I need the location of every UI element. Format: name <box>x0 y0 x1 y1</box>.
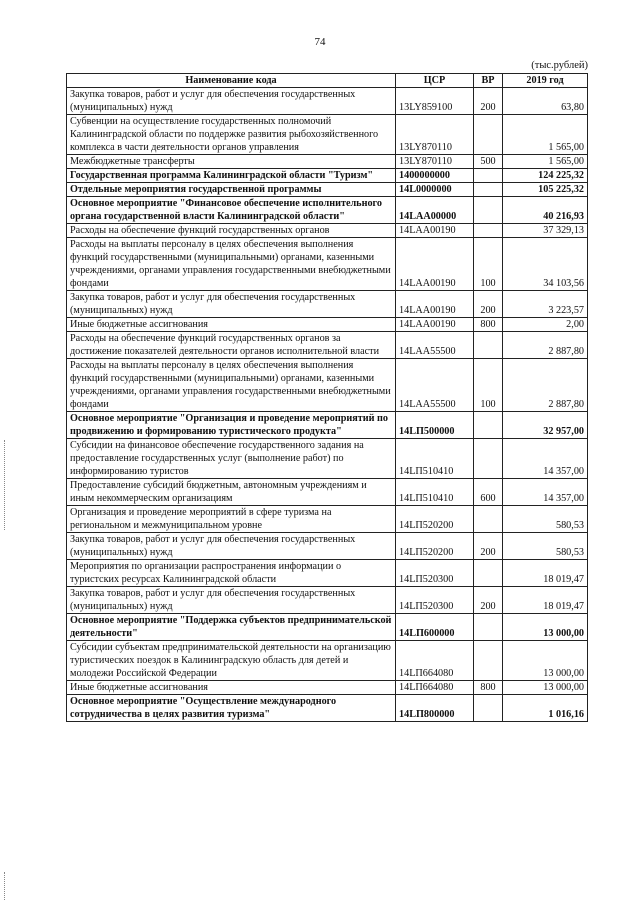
table-row <box>67 155 588 169</box>
units-label: (тыс.рублей) <box>531 60 588 71</box>
cell-csr: 14LAA00190 <box>396 318 474 332</box>
cell-sum: 580,53 <box>503 506 588 533</box>
cell-sum: 40 216,93 <box>503 197 588 224</box>
cell-sum: 13 000,00 <box>503 641 588 681</box>
cell-vr <box>474 560 503 587</box>
cell-name: Закупка товаров, работ и услуг для обеспечения государственных (муниципальных) нужд <box>67 533 396 560</box>
cell-name: Иные бюджетные ассигнования <box>67 318 396 332</box>
table-row <box>67 614 588 641</box>
cell-csr: 1400000000 <box>396 169 474 183</box>
cell-csr: 14LП800000 <box>396 695 474 722</box>
cell-csr: 13LY859100 <box>396 88 474 115</box>
cell-vr: 200 <box>474 88 503 115</box>
cell-csr: 14L0000000 <box>396 183 474 197</box>
table-row <box>67 479 588 506</box>
cell-vr <box>474 197 503 224</box>
cell-sum: 13 000,00 <box>503 681 588 695</box>
cell-csr: 14LП520200 <box>396 533 474 560</box>
cell-name: Закупка товаров, работ и услуг для обеспечения государственных (муниципальных) нужд <box>67 291 396 318</box>
cell-csr: 14LП510410 <box>396 479 474 506</box>
cell-name: Организация и проведение мероприятий в сфере туризма на региональном и межмуниципальном уровне <box>67 506 396 533</box>
table-row <box>67 169 588 183</box>
header-csr: ЦСР <box>396 74 474 88</box>
cell-vr: 100 <box>474 238 503 291</box>
cell-name: Отдельные мероприятия государственной программы <box>67 183 396 197</box>
table-row <box>67 641 588 681</box>
margin-mark <box>4 440 6 530</box>
cell-vr: 500 <box>474 155 503 169</box>
table-row <box>67 695 588 722</box>
page-number: 74 <box>314 36 326 48</box>
cell-vr <box>474 439 503 479</box>
cell-name: Основное мероприятие "Поддержка субъектов предпринимательской деятельности" <box>67 614 396 641</box>
cell-vr <box>474 641 503 681</box>
cell-sum: 124 225,32 <box>503 169 588 183</box>
table-row <box>67 291 588 318</box>
table-row <box>67 115 588 155</box>
cell-csr: 13LY870110 <box>396 115 474 155</box>
cell-vr <box>474 332 503 359</box>
cell-name: Межбюджетные трансферты <box>67 155 396 169</box>
cell-vr <box>474 183 503 197</box>
table-header-row <box>67 74 588 88</box>
cell-name: Основное мероприятие "Финансовое обеспечение исполнительного органа государственной власти Калининградской области" <box>67 197 396 224</box>
table-row <box>67 183 588 197</box>
cell-sum: 1 565,00 <box>503 155 588 169</box>
cell-csr: 13LY870110 <box>396 155 474 169</box>
budget-table <box>66 73 588 722</box>
table-row <box>67 439 588 479</box>
table-row <box>67 332 588 359</box>
cell-sum: 580,53 <box>503 533 588 560</box>
cell-sum: 13 000,00 <box>503 614 588 641</box>
cell-csr: 14LП520200 <box>396 506 474 533</box>
cell-csr: 14LAA00190 <box>396 238 474 291</box>
table-row <box>67 197 588 224</box>
cell-name: Закупка товаров, работ и услуг для обеспечения государственных (муниципальных) нужд <box>67 88 396 115</box>
cell-vr <box>474 506 503 533</box>
cell-name: Расходы на обеспечение функций государственных органов за достижение показателей деятельности органов исполнительной власти <box>67 332 396 359</box>
header-vr: ВР <box>474 74 503 88</box>
table-row <box>67 359 588 412</box>
table-row <box>67 533 588 560</box>
table-row <box>67 88 588 115</box>
cell-name: Расходы на выплаты персоналу в целях обеспечения выполнения функций государственными (муниципальными) органами, казенными учреждениями, органами управления государственными внебюджетными фондами <box>67 238 396 291</box>
cell-name: Государственная программа Калининградской области "Туризм" <box>67 169 396 183</box>
cell-vr <box>474 115 503 155</box>
cell-vr <box>474 695 503 722</box>
cell-sum: 14 357,00 <box>503 479 588 506</box>
cell-vr <box>474 169 503 183</box>
cell-sum: 34 103,56 <box>503 238 588 291</box>
cell-sum: 1 565,00 <box>503 115 588 155</box>
table-row <box>67 238 588 291</box>
cell-sum: 2 887,80 <box>503 359 588 412</box>
cell-name: Закупка товаров, работ и услуг для обеспечения государственных (муниципальных) нужд <box>67 587 396 614</box>
cell-sum: 2,00 <box>503 318 588 332</box>
cell-name: Основное мероприятие "Осуществление международного сотрудничества в целях развития туризма" <box>67 695 396 722</box>
cell-name: Иные бюджетные ассигнования <box>67 681 396 695</box>
cell-sum: 32 957,00 <box>503 412 588 439</box>
cell-csr: 14LП600000 <box>396 614 474 641</box>
cell-csr: 14LAA00190 <box>396 291 474 318</box>
cell-sum: 14 357,00 <box>503 439 588 479</box>
table-row <box>67 560 588 587</box>
cell-csr: 14LAA55500 <box>396 359 474 412</box>
cell-sum: 18 019,47 <box>503 560 588 587</box>
cell-sum: 63,80 <box>503 88 588 115</box>
cell-name: Предоставление субсидий бюджетным, автономным учреждениям и иным некоммерческим организациям <box>67 479 396 506</box>
table-row <box>67 224 588 238</box>
cell-name: Расходы на обеспечение функций государственных органов <box>67 224 396 238</box>
table-row <box>67 506 588 533</box>
cell-sum: 105 225,32 <box>503 183 588 197</box>
cell-vr: 100 <box>474 359 503 412</box>
cell-sum: 18 019,47 <box>503 587 588 614</box>
cell-name: Субсидии на финансовое обеспечение государственного задания на предоставление государственных услуг (выполнение работ) по информированию туристов <box>67 439 396 479</box>
cell-vr: 800 <box>474 318 503 332</box>
cell-csr: 14LAA00190 <box>396 224 474 238</box>
table-row <box>67 412 588 439</box>
cell-csr: 14LП510410 <box>396 439 474 479</box>
cell-csr: 14LП500000 <box>396 412 474 439</box>
cell-sum: 37 329,13 <box>503 224 588 238</box>
cell-sum: 2 887,80 <box>503 332 588 359</box>
cell-name: Расходы на выплаты персоналу в целях обеспечения выполнения функций государственными (муниципальными) органами, казенными учреждениями, органами управления государственными внебюджетными фондами <box>67 359 396 412</box>
cell-name: Субсидии субъектам предпринимательской деятельности на организацию туристических поездок в Калининградскую область для детей и молодежи Российской Федерации <box>67 641 396 681</box>
header-year: 2019 год <box>503 74 588 88</box>
cell-csr: 14LП520300 <box>396 587 474 614</box>
table-row <box>67 587 588 614</box>
cell-csr: 14LП520300 <box>396 560 474 587</box>
table-row <box>67 681 588 695</box>
cell-sum: 1 016,16 <box>503 695 588 722</box>
header-name: Наименование кода <box>67 74 396 88</box>
cell-csr: 14LП664080 <box>396 681 474 695</box>
cell-vr: 600 <box>474 479 503 506</box>
cell-vr <box>474 224 503 238</box>
cell-name: Основное мероприятие "Организация и проведение мероприятий по продвижению и формированию туристического продукта" <box>67 412 396 439</box>
table-body <box>67 88 588 722</box>
cell-vr: 800 <box>474 681 503 695</box>
cell-vr: 200 <box>474 291 503 318</box>
cell-vr <box>474 614 503 641</box>
margin-mark <box>4 872 6 900</box>
cell-name: Субвенции на осуществление государственных полномочий Калининградской области по поддержке развития рыбохозяйственного комплекса в части деятельности органов управления <box>67 115 396 155</box>
cell-vr <box>474 412 503 439</box>
table-row <box>67 318 588 332</box>
cell-csr: 14LAA00000 <box>396 197 474 224</box>
cell-vr: 200 <box>474 587 503 614</box>
cell-name: Мероприятия по организации распространения информации о туристских ресурсах Калининградской области <box>67 560 396 587</box>
cell-csr: 14LП664080 <box>396 641 474 681</box>
cell-csr: 14LAA55500 <box>396 332 474 359</box>
cell-vr: 200 <box>474 533 503 560</box>
cell-sum: 3 223,57 <box>503 291 588 318</box>
